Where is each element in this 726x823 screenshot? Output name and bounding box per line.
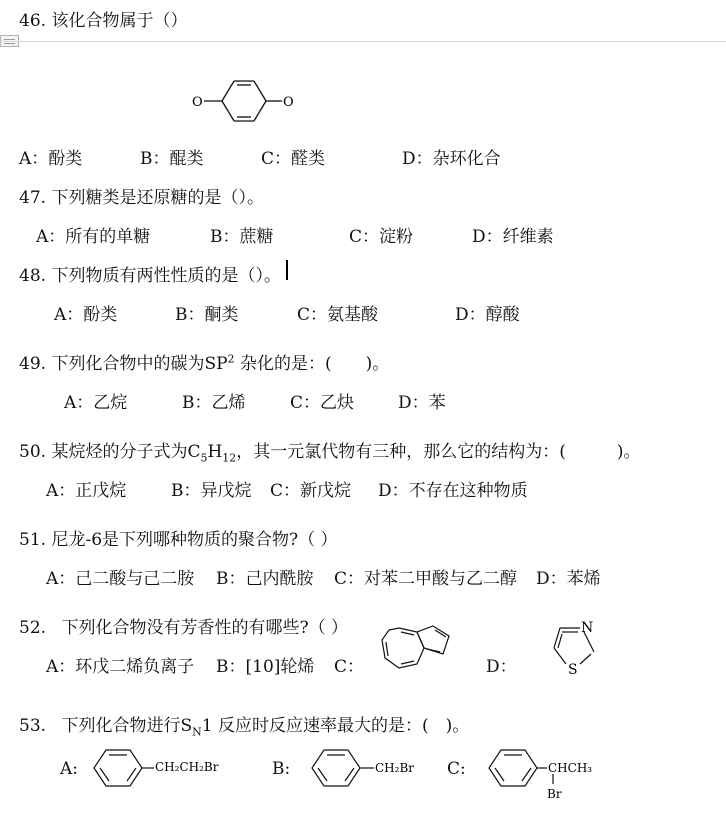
question-number: 49. <box>19 354 47 374</box>
option-c: C：氨基酸 <box>297 305 379 325</box>
question-number: 48. <box>19 266 47 286</box>
option-b: B：蔗糖 <box>210 227 274 247</box>
option-a: A：酚类 <box>19 149 83 169</box>
question-stem: 尼龙-6是下列哪种物质的聚合物?（ ） <box>51 530 338 550</box>
option-c: C：淀粉 <box>349 227 414 247</box>
option-b: B：己内酰胺 <box>216 569 314 589</box>
option-b: B：酮类 <box>175 305 239 325</box>
question-52 <box>19 613 348 638</box>
question-stem: 下列化合物进行$S_N1$ 反应时反应速率最大的是：( )。 <box>61 716 470 739</box>
benzyl-bromide-structure <box>310 744 430 792</box>
oxygen-label-left: O <box>192 95 203 110</box>
option-c: C：乙炔 <box>290 393 355 413</box>
option-c: C： <box>334 657 365 677</box>
benzene-ch2ch2br-structure <box>92 744 222 792</box>
option-d: D：杂环化合 <box>402 149 501 169</box>
option-a: A：所有的单糖 <box>36 227 151 247</box>
option-c: C：新戊烷 <box>270 481 352 501</box>
option-b: B: <box>272 759 291 779</box>
question-stem: 下列糖类是还原糖的是（）。 <box>51 188 264 208</box>
option-c: C: <box>447 759 466 779</box>
phenylethyl-bromide-structure <box>487 744 607 808</box>
substituent-label: CHCH₃ <box>548 761 593 775</box>
question-50 <box>19 437 641 464</box>
option-b: B：[10]轮烯 <box>216 657 315 677</box>
option-a: A：己二酸与己二胺 <box>46 569 195 589</box>
question-number: 52. <box>19 618 47 638</box>
question-53 <box>19 711 469 738</box>
question-number: 50. <box>19 442 47 462</box>
question-stem: 下列物质有两性性质的是（）。 <box>51 266 281 286</box>
option-d: D：醇酸 <box>455 305 520 325</box>
option-b: B：醌类 <box>140 149 204 169</box>
question-number: 53. <box>19 716 47 736</box>
option-d: D：苯 <box>398 393 446 413</box>
option-c: C：对苯二甲酸与乙二醇 <box>334 569 518 589</box>
question-51 <box>19 525 338 550</box>
question-stem: 该化合物属于（） <box>51 11 188 31</box>
substituent-label: CH₂Br <box>375 761 415 775</box>
question-47 <box>19 183 264 208</box>
option-b: B：乙烯 <box>182 393 246 413</box>
question-number: 51. <box>19 530 47 550</box>
option-a: A：乙烷 <box>64 393 128 413</box>
text-cursor <box>286 260 288 280</box>
option-b: B：异戊烷 <box>171 481 252 501</box>
question-stem: 某烷烃的分子式为$C_5H_{12}$，其一元氯代物有三种，那么它的结构为：( )。 <box>51 442 641 465</box>
option-a: A：环戊二烯负离子 <box>46 657 195 677</box>
page-divider <box>0 41 726 42</box>
oxygen-label-right: O <box>283 95 294 110</box>
option-d: D： <box>486 657 517 677</box>
option-d: D：不存在这种物质 <box>378 481 528 501</box>
option-c: C：醛类 <box>261 149 326 169</box>
option-a: A: <box>60 759 79 779</box>
question-46 <box>19 6 187 31</box>
question-number: 46. <box>19 11 47 31</box>
substituent-label: CH₂CH₂Br <box>155 760 219 774</box>
question-49 <box>19 349 389 374</box>
nitrogen-label: N <box>581 620 594 636</box>
question-number: 47. <box>19 188 47 208</box>
sulfur-label: S <box>568 662 578 678</box>
question-stem: 下列化合物没有芳香性的有哪些?（ ） <box>61 618 348 638</box>
thiazole-structure <box>546 618 606 678</box>
azulene-structure <box>378 622 458 678</box>
question-stem: 下列化合物中的碳为$SP^2$ 杂化的是：( )。 <box>51 352 390 374</box>
question-48 <box>19 261 281 286</box>
option-d: D：纤维素 <box>472 227 554 247</box>
option-a: A：正戊烷 <box>46 481 127 501</box>
option-a: A：酚类 <box>54 305 118 325</box>
option-d: D：苯烯 <box>536 569 601 589</box>
benzoquinone-structure <box>188 72 298 128</box>
bromine-label: Br <box>547 787 562 801</box>
